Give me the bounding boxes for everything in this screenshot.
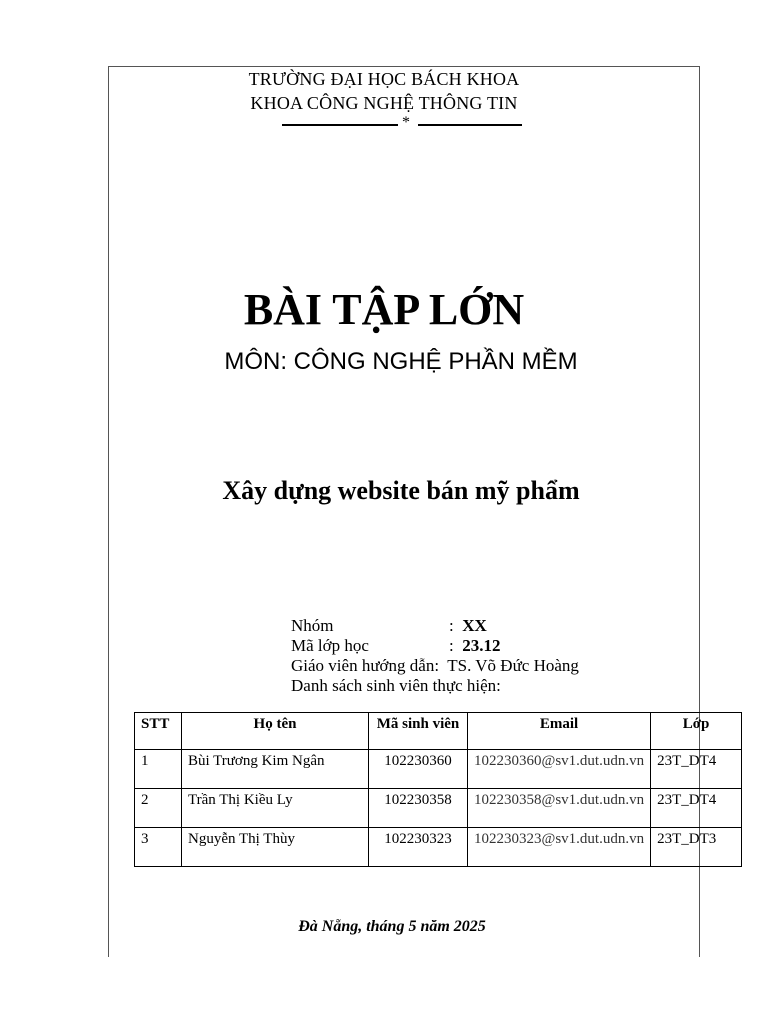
teacher-row: Giáo viên hướng dẫn: TS. Võ Đức Hoàng bbox=[291, 656, 579, 675]
class-code-row: Mã lớp học : 23.12 bbox=[291, 636, 501, 655]
header-student-id: Mã sinh viên bbox=[369, 713, 468, 750]
cell-student-id: 102230323 bbox=[369, 828, 468, 867]
cell-stt: 2 bbox=[135, 789, 182, 828]
project-topic: Xây dựng website bán mỹ phẩm bbox=[222, 476, 580, 505]
separator-line-left bbox=[282, 124, 398, 126]
email-link[interactable]: 102230360@sv1.dut.udn.vn bbox=[474, 753, 645, 769]
subject-title: MÔN: CÔNG NGHỆ PHẦN MỀM bbox=[224, 348, 578, 375]
cell-name: Bùi Trương Kim Ngân bbox=[182, 750, 369, 789]
header-email: Email bbox=[468, 713, 651, 750]
cell-stt: 1 bbox=[135, 750, 182, 789]
student-table bbox=[134, 712, 742, 867]
header-class: Lớp bbox=[651, 713, 742, 750]
group-label: Nhóm bbox=[291, 616, 334, 635]
group-row: Nhóm : XX bbox=[291, 616, 487, 635]
cell-class: 23T_DT3 bbox=[651, 828, 742, 867]
cell-email bbox=[468, 789, 651, 828]
teacher-label: Giáo viên hướng dẫn bbox=[291, 656, 435, 675]
cell-student-id: 102230358 bbox=[369, 789, 468, 828]
cell-email bbox=[468, 828, 651, 867]
table-row bbox=[135, 789, 742, 828]
cell-stt: 3 bbox=[135, 828, 182, 867]
separator-line-right bbox=[418, 124, 522, 126]
separator-star: * bbox=[402, 114, 410, 131]
group-value: XX bbox=[462, 616, 487, 635]
class-code-label: Mã lớp học bbox=[291, 636, 369, 655]
cell-email bbox=[468, 750, 651, 789]
faculty-name: KHOA CÔNG NGHỆ THÔNG TIN bbox=[250, 93, 518, 113]
document-title: BÀI TẬP LỚN bbox=[243, 285, 525, 334]
header-stt: STT bbox=[135, 713, 182, 750]
table-row bbox=[135, 750, 742, 789]
students-list-label: Danh sách sinh viên thực hiện: bbox=[291, 676, 501, 695]
header-separator bbox=[282, 114, 522, 134]
cell-name: Trần Thị Kiều Ly bbox=[182, 789, 369, 828]
cell-class: 23T_DT4 bbox=[651, 789, 742, 828]
cell-name: Nguyễn Thị Thùy bbox=[182, 828, 369, 867]
place-date: Đà Nẵng, tháng 5 năm 2025 bbox=[298, 918, 486, 935]
table-row bbox=[135, 828, 742, 867]
header-name: Họ tên bbox=[182, 713, 369, 750]
teacher-value: TS. Võ Đức Hoàng bbox=[447, 656, 579, 675]
cell-student-id: 102230360 bbox=[369, 750, 468, 789]
class-code-value: 23.12 bbox=[462, 636, 501, 655]
cell-class: 23T_DT4 bbox=[651, 750, 742, 789]
email-link[interactable]: 102230323@sv1.dut.udn.vn bbox=[474, 831, 645, 847]
university-name: TRƯỜNG ĐẠI HỌC BÁCH KHOA bbox=[248, 69, 520, 89]
table-header-row bbox=[135, 713, 742, 750]
email-link[interactable]: 102230358@sv1.dut.udn.vn bbox=[474, 792, 645, 808]
